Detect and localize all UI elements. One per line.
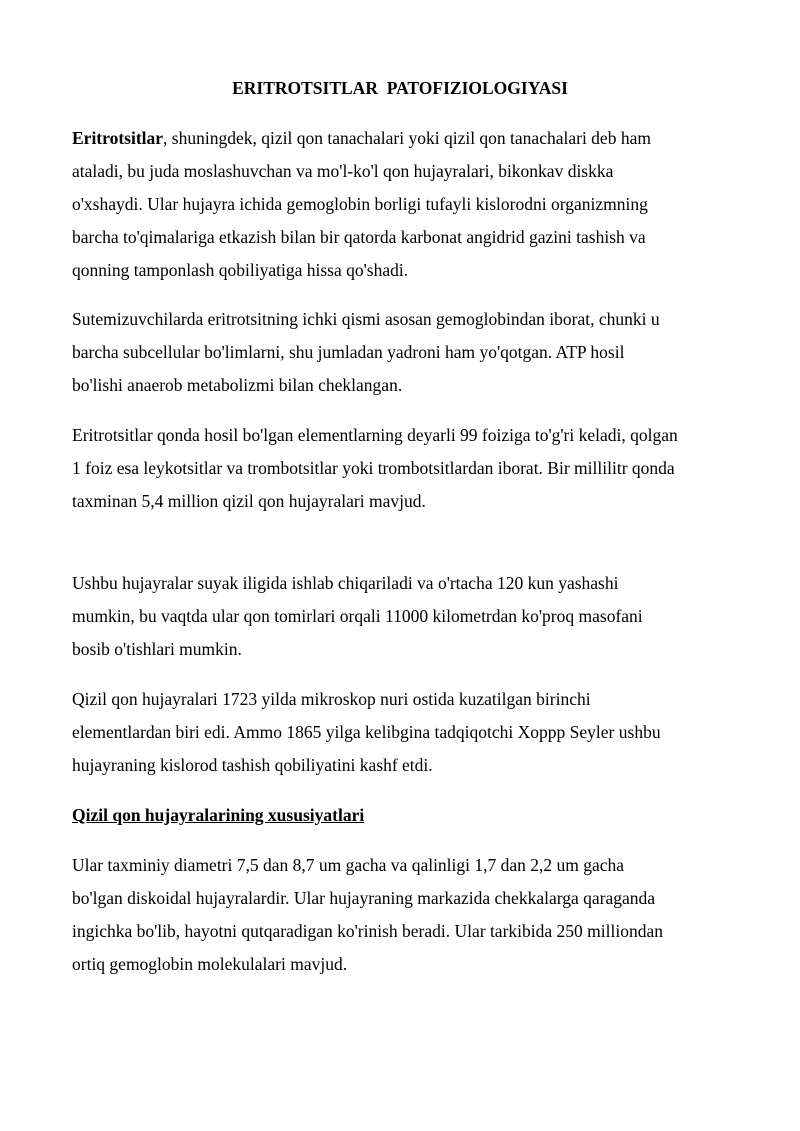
paragraph-line: taxminan 5,4 million qizil qon hujayralari mavjud. [72, 491, 426, 511]
paragraph-erythrocytes-intro [72, 122, 732, 287]
paragraph-line: o'xshaydi. Ular hujayra ichida gemoglobin borligi tufayli kislorodni organizmning [72, 194, 648, 214]
paragraph-properties [72, 849, 732, 981]
paragraph-history [72, 683, 732, 782]
paragraph-line: ortiq gemoglobin molekulalari mavjud. [72, 954, 348, 974]
paragraph-line: Ushbu hujayralar suyak iligida ishlab chiqariladi va o'rtacha 120 kun yashashi [72, 573, 619, 593]
document-title: ERITROTSITLAR PATOFIZIOLOGIYASI [232, 78, 568, 98]
section-heading: Qizil qon hujayralarining xususiyatlari [72, 805, 365, 825]
paragraph-mammals [72, 303, 732, 402]
bold-term: Eritrotsitlar [72, 128, 164, 148]
paragraph-line: Eritrotsitlar qonda hosil bo'lgan elementlarning deyarli 99 foiziga to'g'ri keladi, qolgan [72, 425, 678, 445]
line-text: , shuningdek, qizil qon tanachalari yoki qizil qon tanachalari deb ham [163, 128, 651, 148]
paragraph-line: Sutemizuvchilarda eritrotsitning ichki qismi asosan gemoglobindan iborat, chunki u [72, 309, 660, 329]
paragraph-bone-marrow [72, 567, 732, 666]
paragraph-blood-composition [72, 419, 732, 518]
paragraph-line: ataladi, bu juda moslashuvchan va mo'l-ko'l qon hujayralari, bikonkav diskka [72, 161, 614, 181]
paragraph-line: barcha to'qimalariga etkazish bilan bir qatorda karbonat angidrid gazini tashish va [72, 227, 646, 247]
paragraph-line: ingichka bo'lib, hayotni qutqaradigan ko'rinish beradi. Ular tarkibida 250 milliondan [72, 921, 663, 941]
paragraph-line: Ular taxminiy diametri 7,5 dan 8,7 um gacha va qalinligi 1,7 dan 2,2 um gacha [72, 855, 625, 875]
paragraph-line: elementlardan biri edi. Ammo 1865 yilga kelibgina tadqiqotchi Xoppp Seyler ushbu [72, 722, 661, 742]
paragraph-line: bosib o'tishlari mumkin. [72, 639, 242, 659]
paragraph-line: bo'lgan diskoidal hujayralardir. Ular hujayraning markazida chekkalarga qaraganda [72, 888, 656, 908]
paragraph-line: qonning tamponlash qobiliyatiga hissa qo'shadi. [72, 260, 409, 280]
paragraph-line: hujayraning kislorod tashish qobiliyatini kashf etdi. [72, 755, 433, 775]
paragraph-line: mumkin, bu vaqtda ular qon tomirlari orqali 11000 kilometrdan ko'proq masofani [72, 606, 643, 626]
paragraph-line: bo'lishi anaerob metabolizmi bilan cheklangan. [72, 375, 403, 395]
paragraph-line [72, 122, 732, 155]
paragraph-line: 1 foiz esa leykotsitlar va trombotsitlar yoki trombotsitlardan iborat. Bir millilitr qonda [72, 458, 675, 478]
paragraph-line: Qizil qon hujayralari 1723 yilda mikroskop nuri ostida kuzatilgan birinchi [72, 689, 591, 709]
paragraph-line: barcha subcellular bo'limlarni, shu jumladan yadroni ham yo'qotgan. ATP hosil [72, 342, 625, 362]
